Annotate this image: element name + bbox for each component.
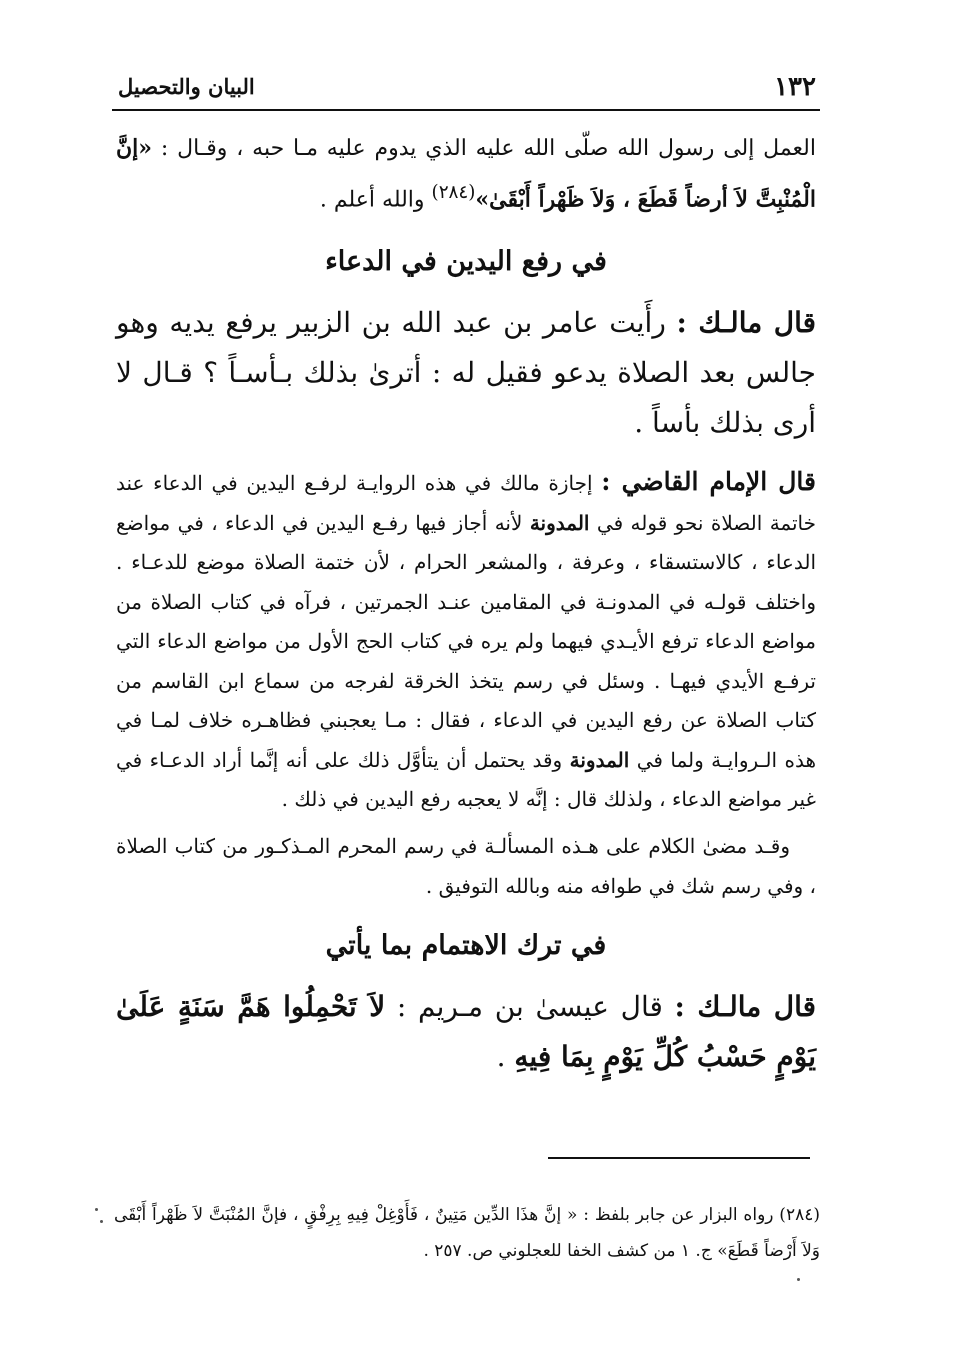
footnote-rule	[548, 1157, 810, 1159]
intro-closing: والله أعلم .	[319, 187, 425, 213]
lead-end: .	[496, 1039, 506, 1073]
running-title: البيان والتحصيل	[118, 74, 255, 99]
header-rule	[112, 109, 820, 111]
page-number: ١٣٢	[774, 72, 816, 102]
commentary-part-1: إجازة مالك في هذه الروايـة لرفـع اليدين في الدعاء عند خاتمة الصلاة نحو قوله في	[116, 471, 817, 535]
page-header	[118, 72, 816, 106]
section-heading-raising-hands: في رفع اليدين في الدعاء	[325, 246, 607, 278]
intro-paragraph	[116, 126, 816, 222]
commentary-speaker: قال الإمام القاضي :	[601, 467, 816, 497]
lead-speaker: قال مالـك :	[676, 306, 816, 340]
commentary-part-2: لأنه أجاز فيها رفـع اليدين في الدعاء ، في مواضع الدعاء ، كالاستسقاء ، وعرفة ، والمشعر الحرام ، لأن ختمة الصلاة موضع للدعـاء . واختلف قولـه في المدونـة في المقامين عنـد الجمرتين ، فرآه في كتاب الصلاة من مواضع الدعاء ترفع الأيـدي فيهما ولم يره في كتاب الحج الأول من مواضع الدعاء التي ترفـع الأيدي فيهـا . وسئل في رسم يتخذ الخرقة لفرجه من سماع ابن القاسم من كتاب الصلاة عن رفع اليدين في الدعاء ، فقال : مـا يعجبني فظاهـره خلاف لمـا في هذه الـروايـة ولما في	[116, 510, 817, 772]
closing-paragraph: وقـد مضىٰ الكلام على هـذه المسألـة في رسم المحرم المـذكـور من كتاب الصلاة ، وفي رسم شك في طوافه منه وبالله التوفيق .	[116, 833, 816, 898]
scan-speck	[797, 1278, 800, 1281]
section-heading-not-worrying: في ترك الاهتمام بما يأتي	[325, 929, 607, 961]
section2-lead-paragraph	[116, 982, 816, 1082]
lead-quote: لاَ تَحْمِلُوا هَمَّ سَنَةٍ عَلَىٰ يَوْمٍ حَسْبُ كُلِّ يَوْمٍ بِمَا فِيهِ	[116, 989, 816, 1073]
commentary-part-3: وقد يحتمل أن يتأوَّل ذلك على أنه إنَّما أراد الدعـاء في غير مواضع الدعاء ، ولذلك قال : إنَّه لا يعجبه رفع اليدين في ذلك .	[116, 747, 816, 812]
commentary-highlight-1: المدونة	[529, 510, 590, 535]
scan-speck	[100, 1220, 103, 1223]
commentary-paragraph	[116, 462, 816, 820]
footnote-reference: (٢٨٤)	[431, 182, 476, 203]
section1-lead-paragraph	[116, 298, 816, 448]
lead-speaker: قال مالـك :	[674, 989, 817, 1023]
main-text	[116, 126, 816, 1096]
footnote: (٢٨٤) رواه البزار عن جابر بلفظ : « إنَّ هذَا الدِّين مَتِينٌ ، فَأَوْغِلْ فِيهِ بِرِفْقٍ ، فإنَّ المُنْبَتَّ لاَ ظَهْراً أَبْقَى وَلاَ أَرْضاً قَطَعَ» ج. ١ من كشف الخفا للعجلوني ص. ٢٥٧ .	[114, 1205, 820, 1261]
lead-text: رأَيت عامر بن عبد الله بن الزبير يرفع يديه وهو جالس بعد الصلاة يدعو فقيل له : أترىٰ بذلك بـأسـاً ؟ قـال لا أرى بذلك بأساً .	[116, 306, 816, 440]
commentary-highlight-2: المدونة	[569, 747, 630, 772]
lead-text: قال عيسىٰ بن مـريم :	[396, 989, 663, 1023]
scan-speck	[95, 1208, 98, 1211]
intro-text: العمل إلى رسول الله صلّى الله عليه الذي يدوم عليه مـا حبه ، وقـال :	[160, 136, 816, 161]
intro-quote: «إنَّ الْمُنْبِتَّ لاَ أرضاً قَطَعَ ، وَلاَ ظَهْراً أَبْقَىٰ»	[116, 135, 816, 213]
